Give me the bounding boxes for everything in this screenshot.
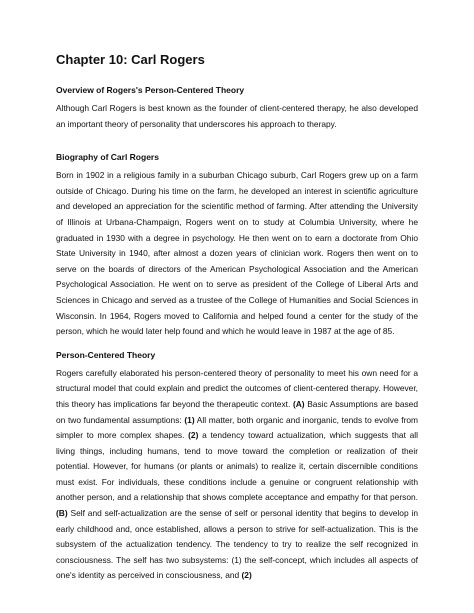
- theory-text-1: Rogers carefully elaborated his person-centered theory of personality to meet his own need for a structural model that could explain and predict the outcomes of client-centered therapy. However, this theory has implications far beyond the therapeutic context.: [56, 367, 418, 409]
- theory-text-4: a tendency toward actualization, which suggests that all living things, including humans, tend to move toward the completion or realization of their potential. However, for humans (or plants or animals) to realize it, certain discernible conditions must exist. For individuals, these conditions include a genuine or congruent relationship with another person, and a relationship that shows complete acceptance and empathy for that person.: [56, 430, 418, 503]
- section-heading-biography: Biography of Carl Rogers: [56, 152, 159, 163]
- section-biography: [56, 152, 418, 340]
- theory-text-2: Basic Assumptions are based on two fundamental assumptions:: [56, 398, 418, 425]
- marker-b: (B): [56, 508, 68, 519]
- paragraph-overview: Although Carl Rogers is best known as the founder of client-centered therapy, he also developed an important theory of personality that underscores his approach to therapy.: [56, 103, 418, 129]
- marker-1: (1): [184, 414, 195, 425]
- paragraph-biography: Born in 1902 in a religious family in a suburban Chicago suburb, Carl Rogers grew up on a farm outside of Chicago. During his time on the farm, he developed an interest in scientific agriculture and developed an appreciation for the scientific method of farming. After attending the University of Illinois at Urbana-Champaign, Rogers went on to study at Columbia University, where he graduated in 1930 with a degree in psychology. He then went on to earn a doctorate from Ohio State University in 1940, after almost a dozen years of clinician work. Rogers then went on to serve on the boards of directors of the American Psychological Association and the American Psychological Association. He went on to serve as president of the College of Liberal Arts and Sciences in Chicago and served as a trustee of the College of Humanities and Social Sciences in Wisconsin. In 1964, Rogers moved to California and helped found a center for the study of the person, which he would later help found and which he would leave in 1987 at the age of 85.: [56, 170, 418, 337]
- theory-text-3: All matter, both organic and inorganic, tends to evolve from simpler to more complex shapes.: [56, 414, 419, 441]
- marker-2b: (2): [241, 570, 252, 581]
- page-title: Chapter 10: Carl Rogers: [56, 52, 205, 67]
- section-heading-theory: Person-Centered Theory: [56, 349, 156, 360]
- section-heading-overview: Overview of Rogers's Person-Centered Theory: [56, 85, 245, 95]
- paragraph-theory: [56, 366, 418, 584]
- marker-a: (A): [292, 398, 305, 409]
- section-person-centered-theory: [56, 350, 418, 584]
- marker-2: (2): [188, 430, 199, 441]
- section-overview: [56, 85, 418, 132]
- theory-text-5: Self and self-actualization are the sense of self or personal identity that begins to develop in early childhood and, once established, allows a person to strive for self-actualization. This is the subsystem of the actualization tendency. The tendency to try to realize the self recognized in consciousness. The self has two subsystems: (1) the self-concept, which includes all aspects of one's identity as perceived in consciousness, and: [56, 508, 418, 581]
